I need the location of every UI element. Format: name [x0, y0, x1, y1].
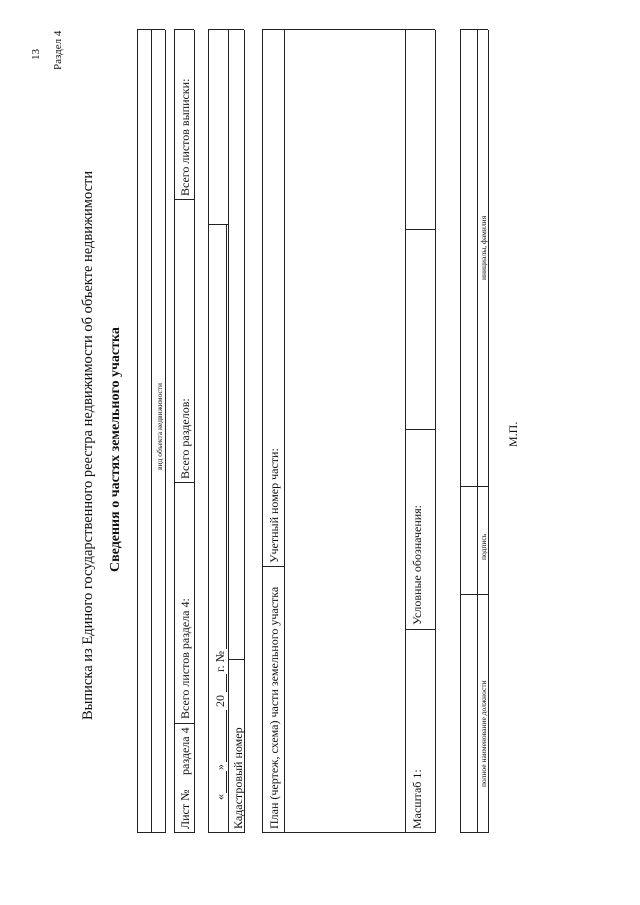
total-sections-label: Всего разделов: — [178, 398, 192, 479]
scale-label: Масштаб 1: — [410, 769, 424, 829]
sheet-no-label: Лист № — [178, 789, 192, 829]
legend-label: Условные обозначения: — [410, 504, 424, 625]
section-part-label: раздела 4 — [178, 727, 192, 775]
total-sheets-extract-label: Всего листов выписки: — [178, 78, 192, 196]
name-caption: инициалы, фамилия — [479, 215, 488, 280]
year-suffix: г. № — [213, 650, 227, 672]
document-title: Выписка из Единого государственного реестра недвижимости об объекте недвижимости — [80, 170, 96, 720]
quote-close: » — [213, 764, 227, 770]
total-sheets-section-label: Всего листов раздела 4: — [178, 598, 192, 719]
cadastral-number-label: Кадастровый номер — [231, 727, 245, 829]
object-type-caption: вид объекта недвижимости — [155, 382, 164, 470]
document-subtitle: Сведения о частях земельного участка — [108, 327, 123, 572]
section-label: Раздел 4 — [52, 30, 64, 70]
year-prefix: 20 — [213, 695, 227, 707]
plan-label: План (чертеж, схема) части земельного участка — [267, 586, 281, 829]
stamp-label: М.П. — [506, 421, 520, 447]
quote-open: « — [213, 794, 227, 800]
record-number-label: Учетный номер части: — [267, 448, 281, 563]
signature-caption: подпись — [479, 533, 488, 560]
position-caption: полное наименование должности — [479, 680, 488, 787]
page-number: 13 — [30, 49, 42, 60]
